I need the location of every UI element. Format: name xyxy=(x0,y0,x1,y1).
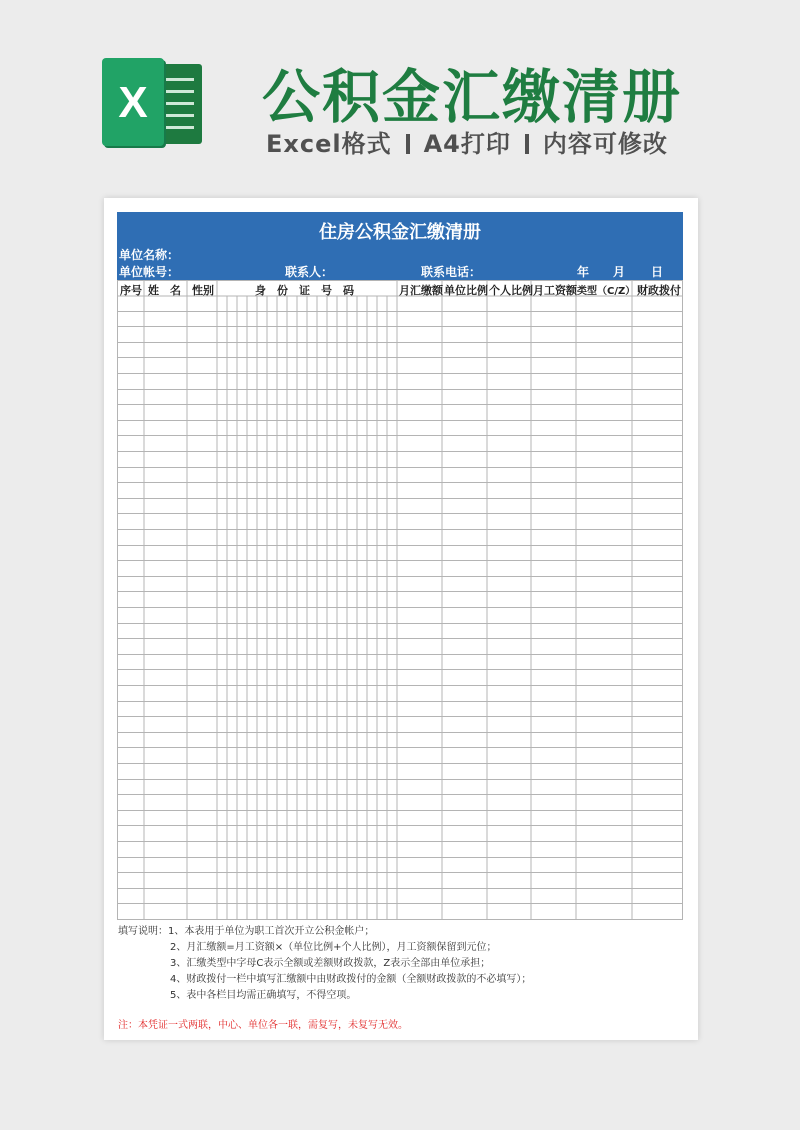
form-sheet xyxy=(104,198,698,1040)
banner-subtitle xyxy=(266,124,668,159)
excel-logo-icon xyxy=(102,58,204,146)
instruction-line: 5、表中各栏目均需正确填写，不得空项。 xyxy=(170,990,357,1001)
col-header-gender: 性别 xyxy=(192,284,214,297)
day-label: 日 xyxy=(651,265,664,279)
col-header-unit-ratio: 单位比例 xyxy=(444,284,488,297)
col-header-finance: 财政拨付 xyxy=(637,284,681,297)
subtitle-format: Excel格式 xyxy=(266,130,392,158)
footer-warning: 注：本凭证一式两联，中心、单位各一联，需复写，未复写无效。 xyxy=(118,1020,408,1031)
phone-label: 联系电话： xyxy=(421,265,482,279)
data-table xyxy=(117,280,683,920)
form-header xyxy=(117,212,683,280)
unit-account-label: 单位帐号： xyxy=(119,265,180,279)
subtitle-print: A4打印 xyxy=(423,130,511,158)
instruction-line: 填写说明：1、本表用于单位为职工首次开立公积金帐户； xyxy=(118,926,375,937)
col-header-seq: 序号 xyxy=(120,284,142,297)
col-header-id-number: 身 份 证 号 码 xyxy=(255,284,354,297)
table-grid-lines xyxy=(117,280,683,920)
excel-logo-tab: X xyxy=(102,58,164,146)
year-label: 年 xyxy=(577,265,590,279)
col-header-type: 类型（C/Z） xyxy=(577,286,636,297)
col-header-name: 姓 名 xyxy=(148,284,181,297)
unit-name-label: 单位名称： xyxy=(119,248,180,262)
col-header-monthly-salary: 月工资额 xyxy=(533,284,577,297)
contact-label: 联系人： xyxy=(285,265,334,279)
month-label: 月 xyxy=(613,265,626,279)
banner-title: 公积金汇缴清册 xyxy=(262,63,683,131)
col-header-monthly-total: 月汇缴额 xyxy=(399,284,443,297)
instruction-line: 2、月汇缴额=月工资额×（单位比例+个人比例），月工资额保留到元位； xyxy=(170,942,497,953)
instruction-line: 4、财政拨付一栏中填写汇缴额中由财政拨付的金额（全额财政拨款的不必填写）； xyxy=(170,974,532,985)
col-header-personal-ratio: 个人比例 xyxy=(489,284,533,297)
instruction-line: 3、汇缴类型中字母C表示全额或差额财政拨款，Z表示全部由单位承担； xyxy=(170,958,491,969)
subtitle-editable: 内容可修改 xyxy=(542,130,668,158)
form-title: 住房公积金汇缴清册 xyxy=(319,222,481,243)
